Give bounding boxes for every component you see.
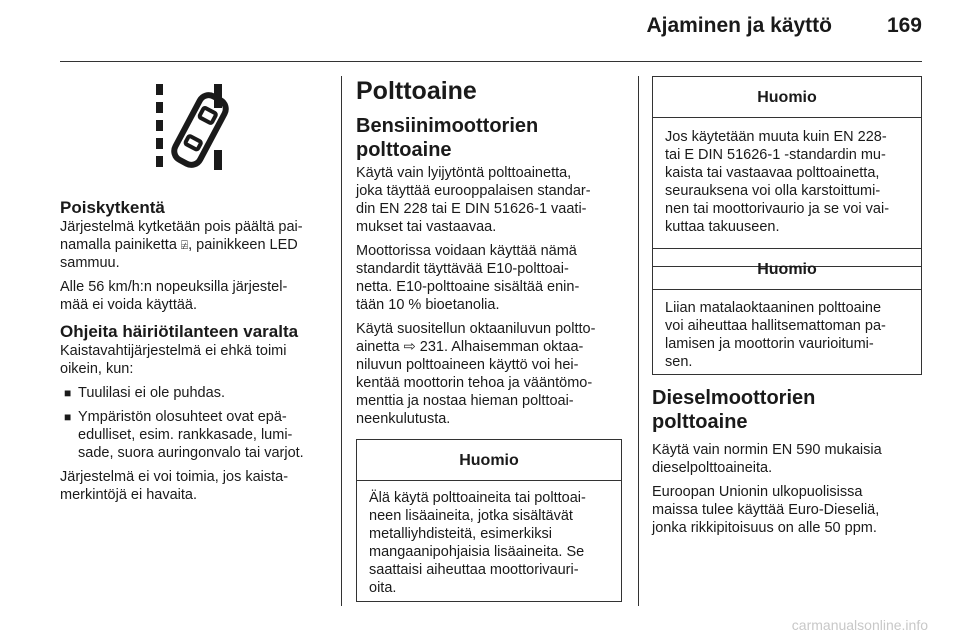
text-line: kaista tai vastaavaa polttoainetta, <box>665 165 880 181</box>
bullet-icon: ■ <box>64 410 72 424</box>
closing-text <box>60 468 328 504</box>
page-number: 169 <box>886 14 922 37</box>
notice-title: Huomio <box>653 77 921 118</box>
diesel-fuel-title <box>652 386 922 434</box>
text-line: Järjestelmä kytketään pois päältä pai- <box>60 219 303 235</box>
diesel-paragraph-1 <box>652 441 922 477</box>
text-line: din EN 228 tai E DIN 51626-1 vaati- <box>356 201 587 217</box>
fault-section-title: Ohjeita häiriötilanteen varalta <box>60 322 299 341</box>
text-line: Ympäristön olosuhteet ovat epä- <box>78 409 287 425</box>
text-line: joka täyttää eurooppalaisen standar- <box>356 183 591 199</box>
text-line: polttoaine <box>652 411 748 433</box>
text-line: oikein, kun: <box>60 361 134 377</box>
diesel-section <box>652 386 922 537</box>
text-line: neen lisäaineita, jotka sisältävät <box>369 508 573 524</box>
text-line: Alle 56 km/h:n nopeuksilla järjestel- <box>60 279 288 295</box>
notice-title: Huomio <box>653 249 921 290</box>
text-fragment: namalla painiketta <box>60 237 177 253</box>
text-line: Dieselmoottorien <box>652 387 816 409</box>
text-line: saattaisi aiheuttaa moottorivauri- <box>369 562 579 578</box>
text-line: kuttaa takuuseen. <box>665 219 780 235</box>
text-line: sade, suora auringonvalo tai varjot. <box>78 445 304 461</box>
text-line: netta. E10-polttoaine sisältää enin- <box>356 279 580 295</box>
text-line: Älä käytä polttoaineita tai polttoai- <box>369 490 586 506</box>
petrol-paragraph-2 <box>356 242 622 314</box>
lane-assist-button-icon: ⍯ <box>180 238 189 252</box>
petrol-paragraph-3 <box>356 320 622 428</box>
diesel-paragraph-2 <box>652 483 922 537</box>
text-line: jonka rikkipitoisuus on alle 50 ppm. <box>652 520 877 536</box>
text-line: Jos käytetään muuta kuin EN 228- <box>665 129 887 145</box>
text-line: sammuu. <box>60 255 120 271</box>
notice-body <box>357 481 621 605</box>
text-line: oita. <box>369 580 397 596</box>
text-line: metalliyhdisteitä, esimerkiksi <box>369 526 552 542</box>
page-header-title: Ajaminen ja käyttö <box>646 14 832 37</box>
text-line: niluvun polttoaineen käyttö voi hei- <box>356 357 579 373</box>
lane-departure-figure <box>60 78 328 180</box>
text-line: mangaanipohjaisia lisäaineita. Se <box>369 544 585 560</box>
text-line: tään 10 % bioetanolia. <box>356 297 500 313</box>
text-line: nen tai moottorivaurio ja se voi vai- <box>665 201 890 217</box>
text-line: neenkulutusta. <box>356 411 451 427</box>
notice-box-metal-additives <box>356 439 622 602</box>
text-line: merkintöjä ei havaita. <box>60 487 198 503</box>
text-line: edulliset, esim. rankkasade, lumi- <box>78 427 293 443</box>
fault-intro-text <box>60 342 328 378</box>
fault-bullet-list <box>60 384 328 462</box>
text-line: Käytä vain lyijytöntä polttoainetta, <box>356 165 572 181</box>
bullet-icon: ■ <box>64 386 72 400</box>
text-line: kentää moottorin tehoa ja vääntömo- <box>356 375 593 391</box>
text-line: polttoaine <box>356 139 452 161</box>
header-rule <box>60 61 922 62</box>
deactivation-text <box>60 218 328 272</box>
column-divider-left <box>341 76 342 606</box>
text-line: Käytä vain normin EN 590 mukaisia <box>652 442 882 458</box>
text-line: tai E DIN 51626-1 -standardin mu- <box>665 147 886 163</box>
text-line: sen. <box>665 354 693 370</box>
text-line: standardit täyttävää E10-polttoai- <box>356 261 569 277</box>
text-line: Kaistavahtijärjestelmä ei ehkä toimi <box>60 343 287 359</box>
text-line: mää ei voida käyttää. <box>60 297 198 313</box>
text-line: Bensiinimoottorien <box>356 115 539 137</box>
middle-column <box>356 76 622 428</box>
text-line <box>356 338 622 356</box>
petrol-paragraph-1 <box>356 164 622 236</box>
notice-box-low-octane <box>652 248 922 375</box>
text-line: maissa tulee käyttää Euro-Dieseliä, <box>652 502 880 518</box>
notice-body <box>653 290 921 379</box>
text-line: Euroopan Unionin ulkopuolisissa <box>652 484 863 500</box>
text-line: Liian matalaoktaaninen polttoaine <box>665 300 882 316</box>
list-item <box>60 384 328 402</box>
text-line: menttia ja nostaa hieman polttoai- <box>356 393 574 409</box>
text-line: dieselpolttoaineita. <box>652 460 773 476</box>
list-item <box>60 408 328 462</box>
notice-body <box>653 118 921 244</box>
petrol-fuel-title <box>356 114 622 162</box>
text-line: mukset tai vastaavaa. <box>356 219 497 235</box>
notice-box-non-standard-fuel <box>652 76 922 267</box>
text-line: Järjestelmä ei voi toimia, jos kaista- <box>60 469 289 485</box>
notice-title: Huomio <box>357 440 621 481</box>
page-reference-arrow-icon: ⇨ <box>403 339 416 355</box>
deactivation-title: Poiskytkentä <box>60 198 165 217</box>
text-line: Käytä suositellun oktaaniluvun poltto- <box>356 321 596 337</box>
text-fragment: ainetta <box>356 339 400 355</box>
text-line: Tuulilasi ei ole puhdas. <box>78 385 225 401</box>
column-divider-right <box>638 76 639 606</box>
speed-limit-text <box>60 278 328 314</box>
text-line: lamisen ja moottorin vaurioitumi- <box>665 336 874 352</box>
text-line <box>60 236 328 254</box>
lane-departure-icon <box>60 78 328 180</box>
fuel-section-title: Polttoaine <box>356 77 477 105</box>
text-fragment: 231. Alhaisemman oktaa- <box>419 339 584 355</box>
text-line: Moottorissa voidaan käyttää nämä <box>356 243 577 259</box>
text-line: seurauksena voi olla karstoittumi- <box>665 183 881 199</box>
text-fragment: , painikkeen LED <box>188 237 298 253</box>
text-line: voi aiheuttaa hallitsemattoman pa- <box>665 318 886 334</box>
watermark: carmanualsonline.info <box>791 617 928 633</box>
